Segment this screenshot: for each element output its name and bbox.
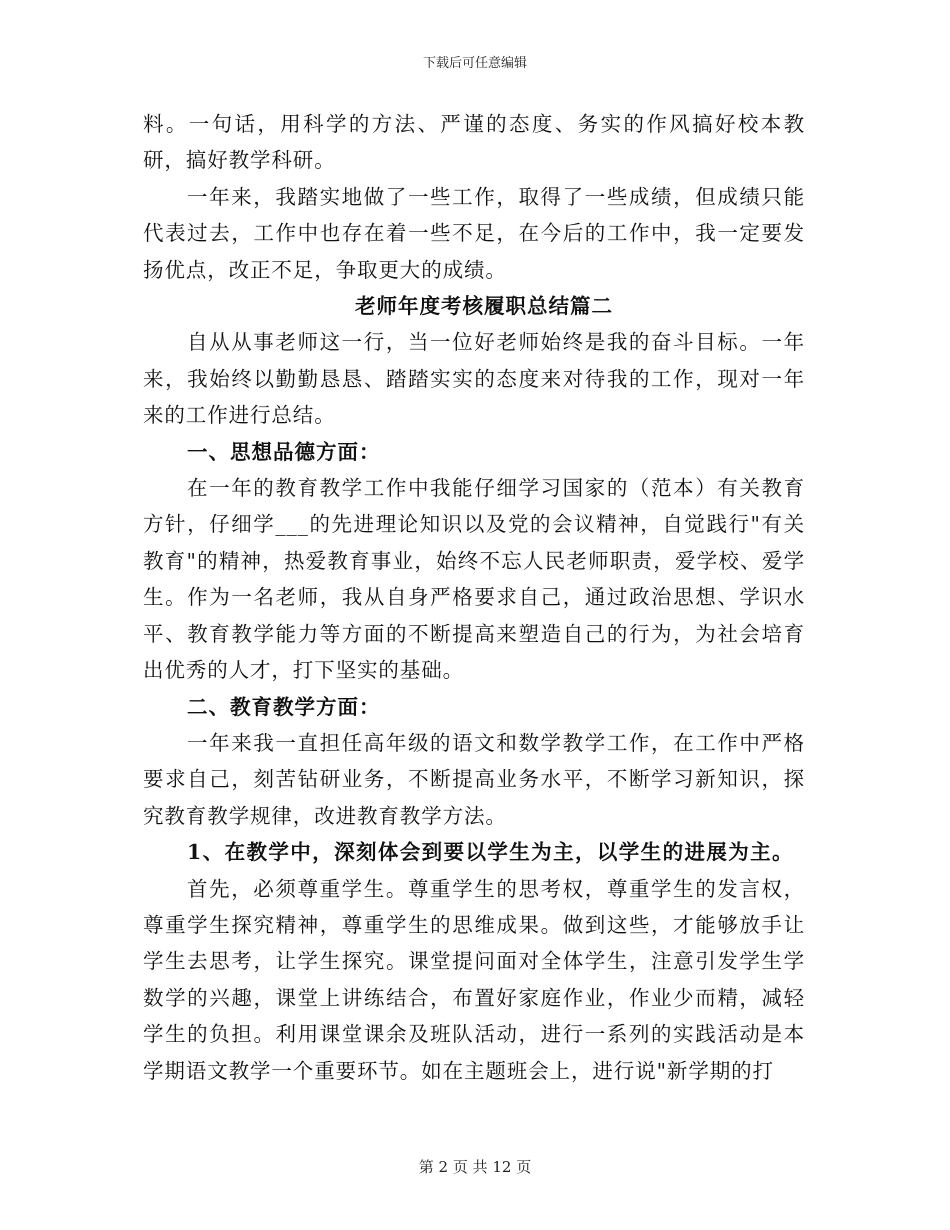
heading-moral-character: 一、思想品德方面： <box>187 439 381 464</box>
paragraph-moral-character: 在一年的教育教学工作中我能仔细学习国家的（范本）有关教育方针，仔细学___的先进理论知识以及党的会议精神，自觉践行"有关教育"的精神，热爱教育事业，始终不忘人民老师职责，爱学校、爱学生。作为一名老师，我从自身严格要求自己，通过政治思想、学识水平、教育教学能力等方面的不断提高来塑造自己的行为，为社会培育出优秀的人才，打下坚实的基础。 <box>143 476 805 683</box>
paragraph-teaching: 一年来我一直担任高年级的语文和数学教学工作，在工作中严格要求自己，刻苦钻研业务，不断提高业务水平，不断学习新知识，探究教育教学规律，改进教育教学方法。 <box>143 730 805 828</box>
paragraph-intro: 自从从事老师这一行，当一位好老师始终是我的奋斗目标。一年来，我始终以勤勤恳恳、踏踏实实的态度来对待我的工作，现对一年来的工作进行总结。 <box>143 330 805 428</box>
page-header-note: 下载后可任意编辑 <box>422 56 527 71</box>
heading-teaching: 二、教育教学方面： <box>187 694 381 719</box>
paragraph-respect-students: 首先，必须尊重学生。尊重学生的思考权，尊重学生的发言权，尊重学生探究精神，尊重学生的思维成果。做到这些，才能够放手让学生去思考，让学生探究。课堂提问面对全体学生，注意引发学生学数学的兴趣，课堂上讲练结合，布置好家庭作业，作业少而精，减轻学生的负担。利用课堂课余及班队活动，进行一系列的实践活动是本学期语文教学一个重要环节。如在主题班会上，进行说"新学期的打 <box>143 876 805 1083</box>
document-body <box>143 106 805 1089</box>
section-title: 老师年度考核履职总结篇二 <box>355 294 613 319</box>
paragraph-continuation: 料。一句话，用科学的方法、严谨的态度、务实的作风搞好校本教研，搞好教学科研。 <box>143 112 805 173</box>
page-number: 第 2 页 共 12 页 <box>418 1158 532 1176</box>
paragraph-summary: 一年来，我踏实地做了一些工作，取得了一些成绩，但成绩只能代表过去，工作中也存在着一些不足，在今后的工作中，我一定要发扬优点，改正不足，争取更大的成绩。 <box>143 184 805 282</box>
heading-student-centered: 1、在教学中，深刻体会到要以学生为主，以学生的进展为主。 <box>187 840 794 865</box>
